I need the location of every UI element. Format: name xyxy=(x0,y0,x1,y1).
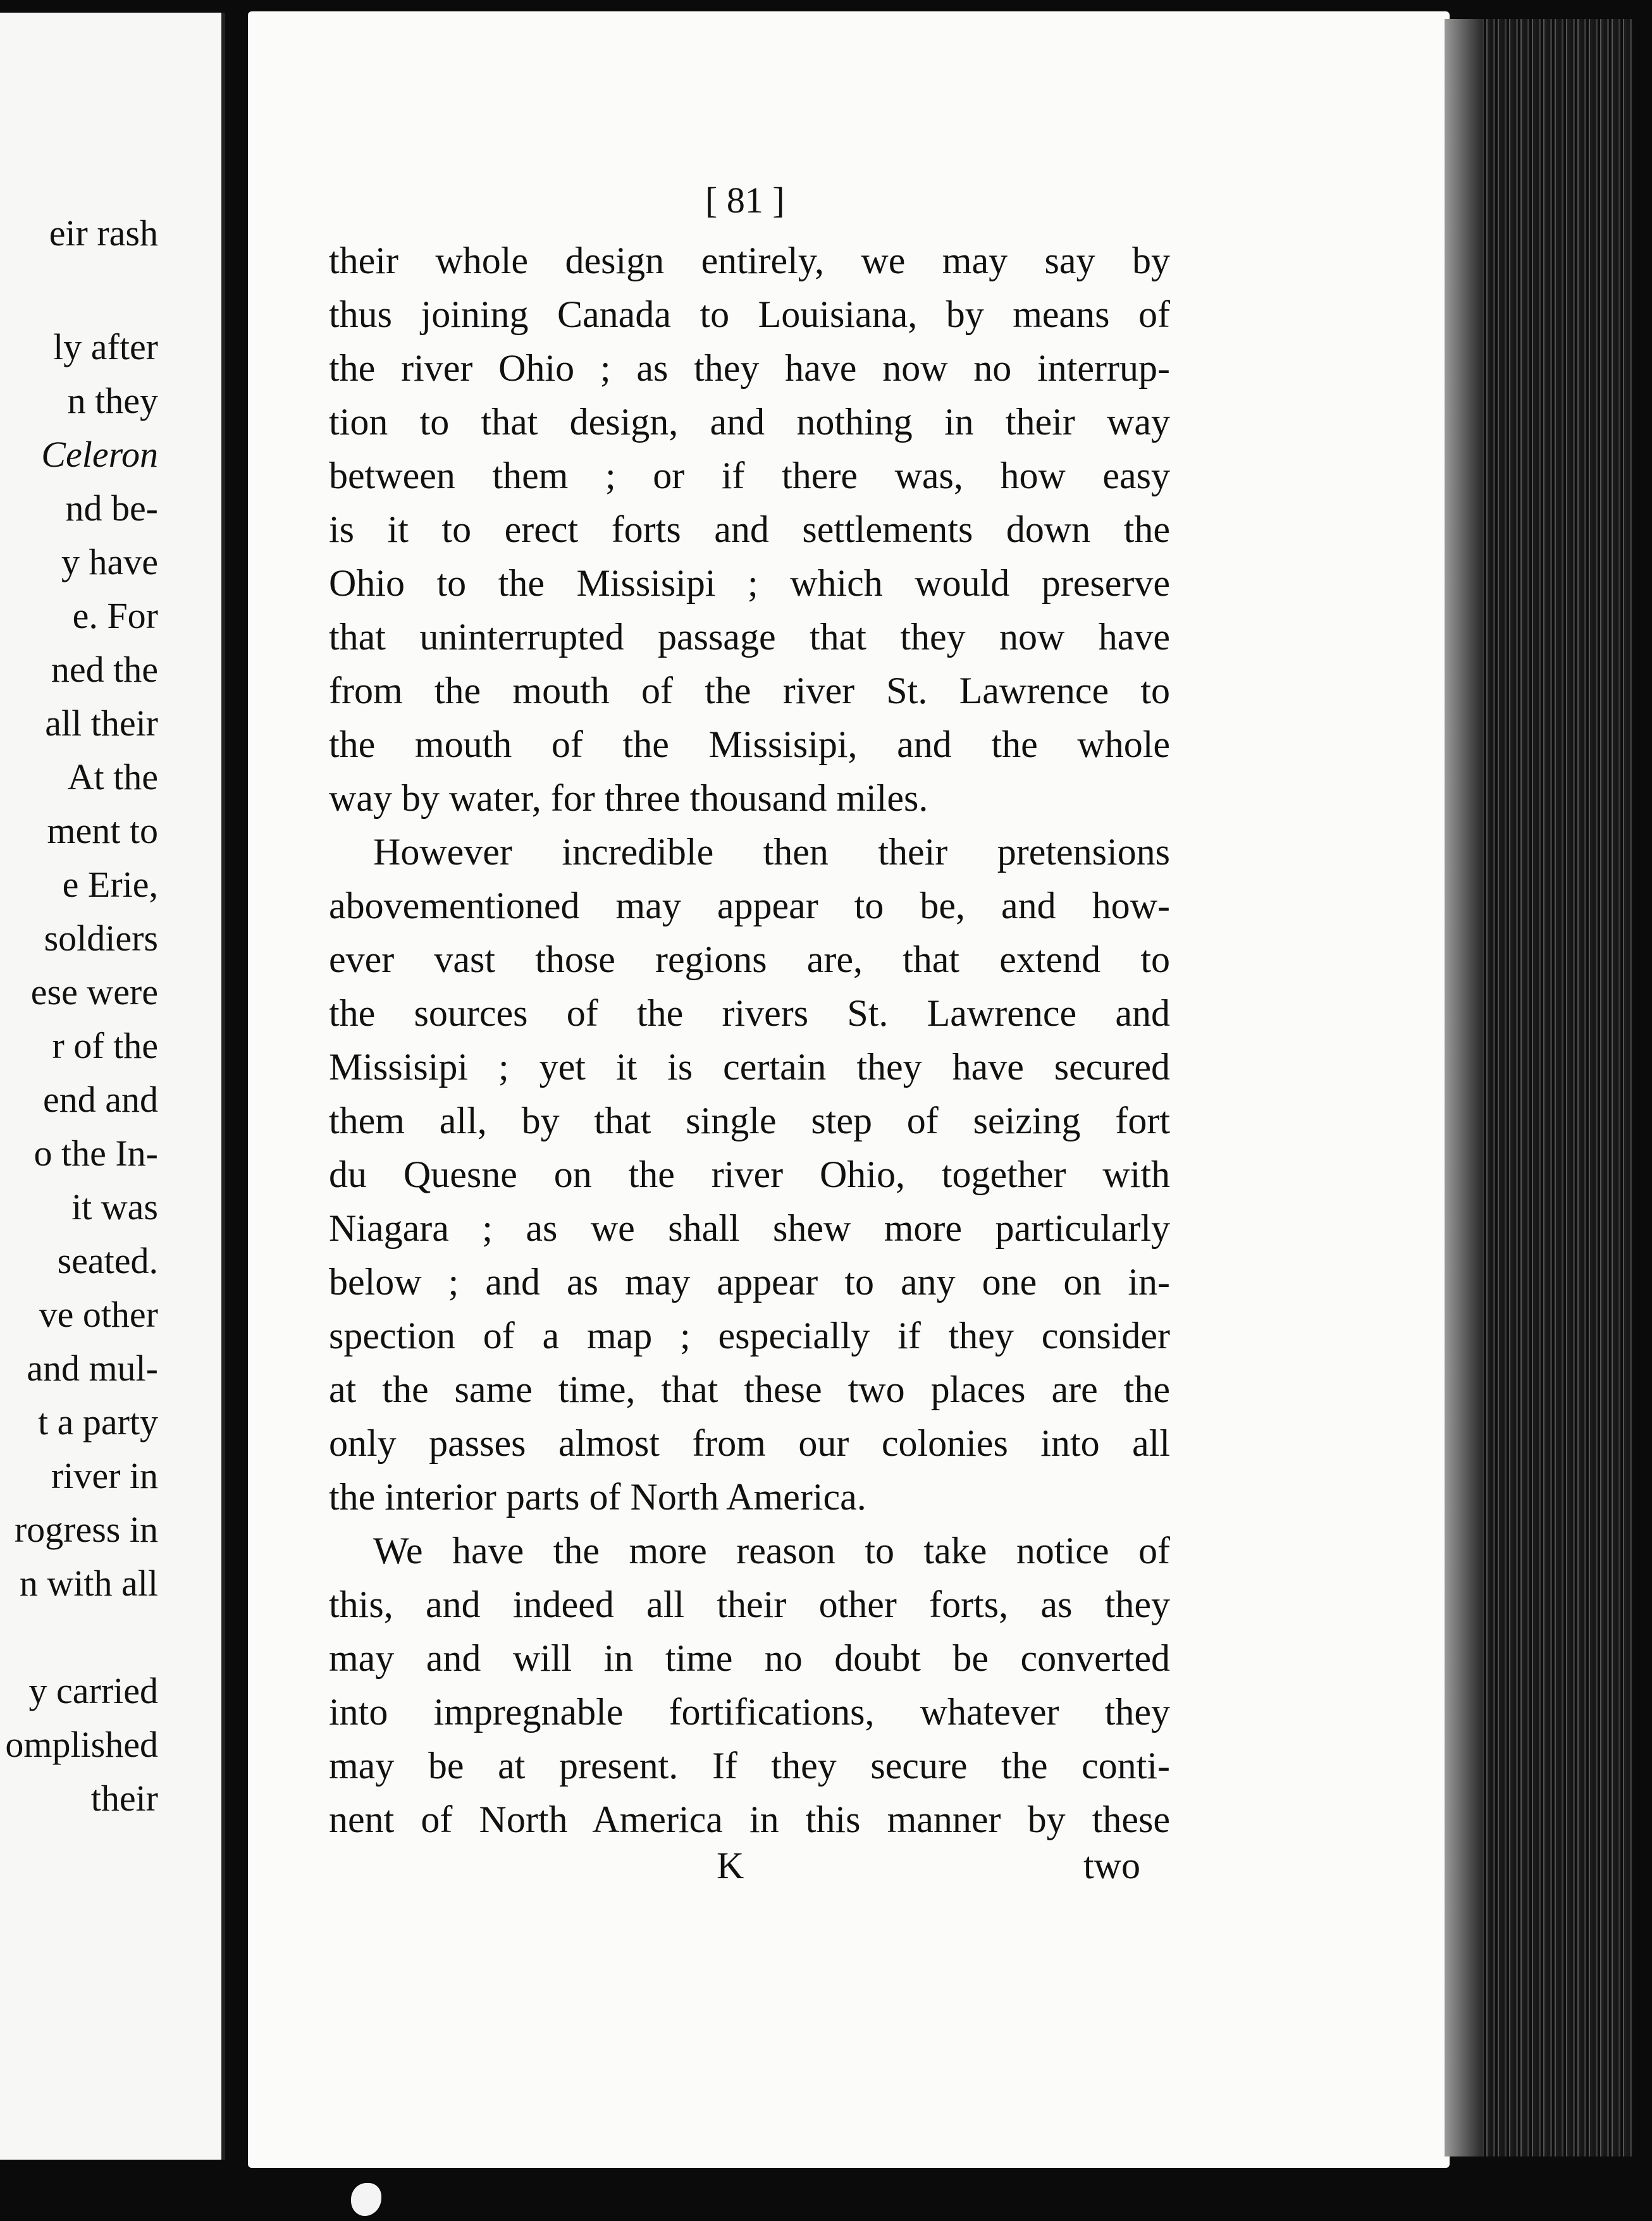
text-line: their whole design entirely, we may say by xyxy=(329,240,1170,281)
left-line: Celeron xyxy=(41,434,158,475)
left-line: r of the xyxy=(52,1025,158,1066)
left-line: o the In- xyxy=(34,1133,158,1174)
left-line: omplished xyxy=(5,1724,158,1765)
text-line: from the mouth of the river St. Lawrence to xyxy=(329,670,1170,711)
text-line: into impregnable fortifications, whatever they xyxy=(329,1691,1170,1733)
left-line: n with all xyxy=(19,1563,158,1604)
text-line: abovementioned may appear to be, and how- xyxy=(329,885,1170,926)
text-line: We have the more reason to take notice of xyxy=(373,1530,1170,1572)
text-line: tion to that design, and nothing in their way xyxy=(329,401,1170,443)
page-edge-shade xyxy=(1445,19,1482,2156)
left-line: e. For xyxy=(72,595,158,636)
text-line: Ohio to the Missisipi ; which would preserve xyxy=(329,562,1170,604)
page-number: [ 81 ] xyxy=(705,180,785,221)
signature-mark: K xyxy=(717,1845,744,1886)
scan-blot xyxy=(351,2183,381,2216)
left-line: their xyxy=(90,1778,158,1819)
text-line: may and will in time no doubt be converted xyxy=(329,1637,1170,1679)
catchword: two xyxy=(1083,1845,1140,1886)
left-line: end and xyxy=(43,1079,158,1120)
text-line: du Quesne on the river Ohio, together with xyxy=(329,1154,1170,1195)
text-line: that uninterrupted passage that they now have xyxy=(329,616,1170,658)
text-line: However incredible then their pretensions xyxy=(373,831,1170,873)
text-line: the mouth of the Missisipi, and the whole xyxy=(329,723,1170,765)
text-line: may be at present. If they secure the conti- xyxy=(329,1745,1170,1787)
left-line: ly after xyxy=(53,326,158,367)
left-line: eir rash xyxy=(49,212,158,254)
left-line: n they xyxy=(67,380,158,421)
text-line: the sources of the rivers St. Lawrence and xyxy=(329,992,1170,1034)
left-line: and mul- xyxy=(27,1348,158,1389)
left-line: ment to xyxy=(47,810,158,851)
text-line: ever vast those regions are, that extend to xyxy=(329,938,1170,980)
left-line: it was xyxy=(71,1186,158,1227)
text-line: spection of a map ; especially if they consider xyxy=(329,1315,1170,1357)
left-line: seated. xyxy=(57,1240,158,1281)
text-line: only passes almost from our colonies into all xyxy=(329,1422,1170,1464)
text-line: them all, by that single step of seizing fort xyxy=(329,1100,1170,1141)
text-line: thus joining Canada to Louisiana, by means of xyxy=(329,293,1170,335)
left-line: all their xyxy=(45,703,158,744)
text-line: the interior parts of North America. xyxy=(329,1476,866,1518)
left-line: y have xyxy=(61,541,158,582)
left-line: t a party xyxy=(37,1401,158,1443)
text-line: at the same time, that these two places are the xyxy=(329,1369,1170,1410)
left-line: river in xyxy=(51,1455,158,1496)
left-line: y carried xyxy=(28,1670,158,1711)
left-line: ve other xyxy=(39,1294,158,1335)
text-line: this, and indeed all their other forts, as they xyxy=(329,1584,1170,1625)
left-line: nd be- xyxy=(65,488,158,529)
left-line: soldiers xyxy=(44,918,158,959)
text-line: between them ; or if there was, how easy xyxy=(329,455,1170,496)
text-line: below ; and as may appear to any one on in- xyxy=(329,1261,1170,1303)
text-line: is it to erect forts and settlements down the xyxy=(329,508,1170,550)
left-line: e Erie, xyxy=(62,864,158,905)
facing-page-left xyxy=(0,13,225,2160)
text-line: nent of North America in this manner by these xyxy=(329,1799,1170,1840)
text-line: way by water, for three thousand miles. xyxy=(329,777,928,819)
left-line: ned the xyxy=(51,649,158,690)
text-line: the river Ohio ; as they have now no interrup- xyxy=(329,347,1170,389)
text-line: Missisipi ; yet it is certain they have secured xyxy=(329,1046,1170,1088)
left-line: rogress in xyxy=(14,1509,158,1550)
left-line: At the xyxy=(67,756,158,797)
body-text xyxy=(329,234,1170,1847)
left-line: ese were xyxy=(30,971,158,1012)
text-line: Niagara ; as we shall shew more particularly xyxy=(329,1207,1170,1249)
